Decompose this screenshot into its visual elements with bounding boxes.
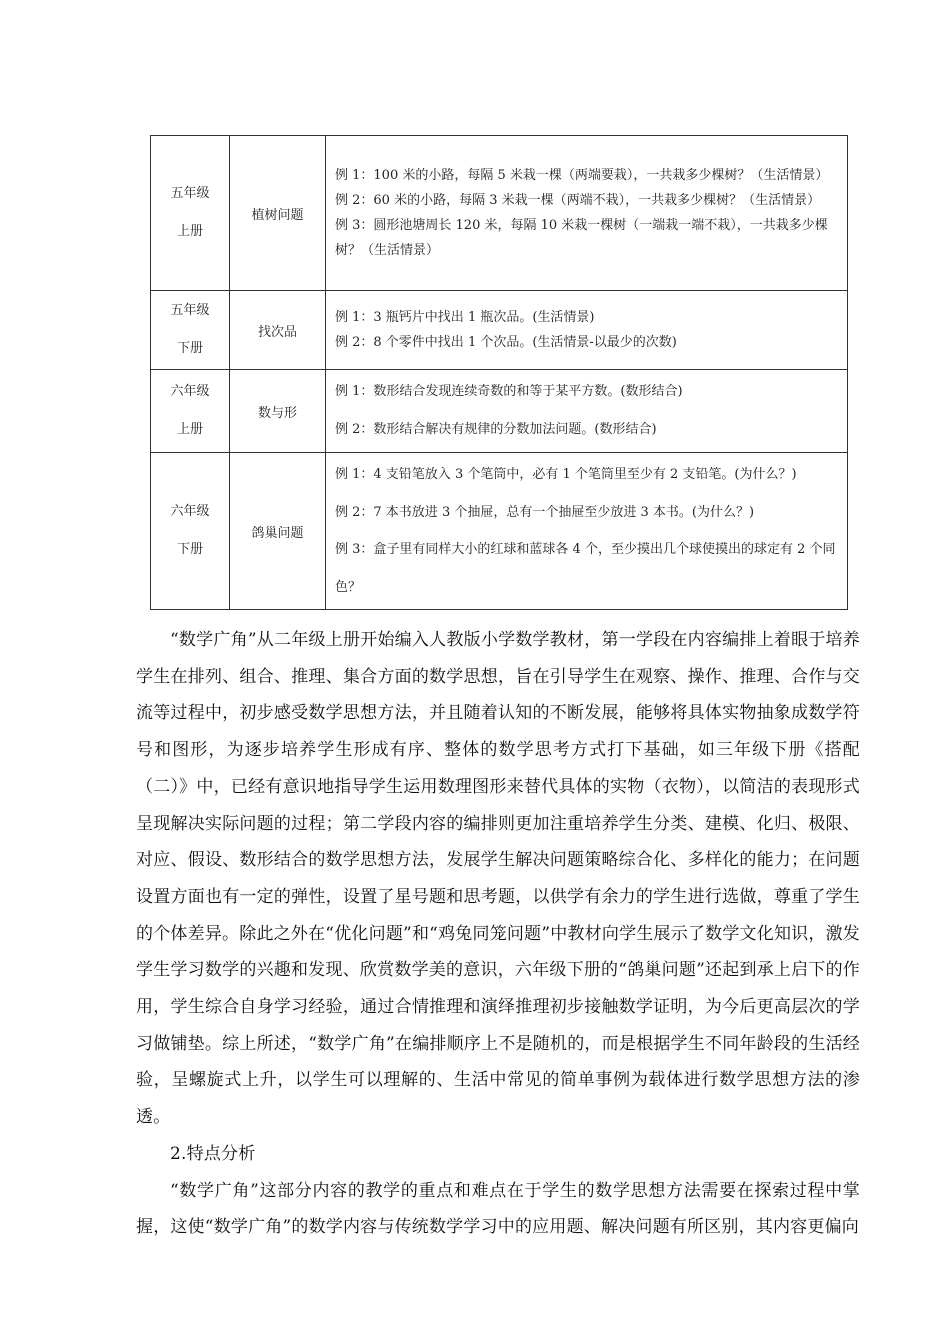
topic-cell: 植树问题: [230, 136, 326, 291]
example-text: 例 2：7 本书放进 3 个抽屉，总有一个抽屉至少放进 3 本书。(为什么？): [335, 504, 755, 520]
volume-label: 上册: [176, 224, 203, 239]
curriculum-table: [150, 135, 848, 610]
grade-label: 五年级: [170, 186, 210, 201]
topic-cell: 鸽巢问题: [230, 453, 326, 610]
topic-cell: 找次品: [230, 291, 326, 370]
examples-cell: [326, 370, 848, 453]
table-row: [151, 370, 848, 453]
example-text: 例 2：60 米的小路，每隔 3 米栽一棵（两端不栽），一共栽多少棵树？（生活情景）: [335, 193, 821, 208]
grade-label: 六年级: [170, 504, 210, 519]
grade-label: 六年级: [170, 384, 210, 399]
body-text: [136, 622, 860, 1246]
paragraph: “数学广角”这部分内容的教学的重点和难点在于学生的数学思想方法需要在探索过程中掌握，这使“数学广角”的数学内容与传统数学学习中的应用题、解决问题有所区别，其内容更偏向: [136, 1180, 860, 1238]
volume-label: 上册: [176, 422, 203, 437]
example-text: 例 1：数形结合发现连续奇数的和等于某平方数。(数形结合): [335, 384, 683, 399]
table-row: [151, 291, 848, 370]
section-heading: 2.特点分析: [170, 1143, 256, 1164]
example-text: 例 3：盒子里有同样大小的红球和蓝球各 4 个，至少摸出几个球使摸出的球定有 2 个同色？: [335, 542, 836, 595]
volume-label: 下册: [176, 542, 203, 557]
grade-cell: [151, 291, 230, 370]
example-text: 例 3：圆形池塘周长 120 米，每隔 10 米栽一棵树（一端栽一端不栽），一共栽多少棵树？（生活情景）: [335, 218, 828, 258]
examples-cell: [326, 453, 848, 610]
grade-label: 五年级: [170, 303, 210, 318]
example-text: 例 1：3 瓶钙片中找出 1 瓶次品。(生活情景): [335, 310, 595, 325]
example-text: 例 1：4 支铅笔放入 3 个笔筒中，必有 1 个笔筒里至少有 2 支铅笔。(为什么？): [335, 467, 797, 482]
table-row: [151, 136, 848, 291]
example-text: 例 2：数形结合解决有规律的分数加法问题。(数形结合): [335, 422, 657, 437]
paragraph: “数学广角”从二年级上册开始编入人教版小学数学教材，第一学段在内容编排上着眼于培养学生在排列、组合、推理、集合方面的数学思想，旨在引导学生在观察、操作、推理、合作与交流等过程中，初步感受数学思想方法，并且随着认知的不断发展，能够将具体实物抽象成数学符号和图形，为逐步培养学生形成有序、整体的数学思考方式打下基础，如三年级下册《搭配（二）》中，已经有意识地指导学生运用数理图形来替代具体的实物（衣物），以简洁的表现形式呈现解决实际问题的过程；第二学段内容的编排则更加注重培养学生分类、建模、化归、极限、对应、假设、数形结合的数学思想方法，发展学生解决问题策略综合化、多样化的能力；在问题设置方面也有一定的弹性，设置了星号题和思考题，以供学有余力的学生进行选做，尊重了学生的个体差异。除此之外在“优化问题”和“鸡兔同笼问题”中教材向学生展示了数学文化知识，激发学生学习数学的兴趣和发现、欣赏数学美的意识，六年级下册的“鸽巢问题”还起到承上启下的作用，学生综合自身学习经验，通过合情推理和演绎推理初步接触数学证明，为今后更高层次的学习做铺垫。综上所述，“数学广角”在编排顺序上不是随机的，而是根据学生不同年龄段的生活经验，呈螺旋式上升，以学生可以理解的、生活中常见的简单事例为载体进行数学思想方法的渗透。: [136, 630, 860, 1128]
examples-cell: [326, 136, 848, 291]
grade-cell: [151, 453, 230, 610]
example-text: 例 2：8 个零件中找出 1 个次品。(生活情景-以最少的次数): [335, 335, 677, 350]
table-row: [151, 453, 848, 610]
topic-cell: 数与形: [230, 370, 326, 453]
grade-cell: [151, 370, 230, 453]
grade-cell: [151, 136, 230, 291]
examples-cell: [326, 291, 848, 370]
example-text: 例 1：100 米的小路，每隔 5 米栽一棵（两端要栽），一共栽多少棵树？（生活情景）: [335, 168, 829, 183]
volume-label: 下册: [176, 341, 203, 356]
